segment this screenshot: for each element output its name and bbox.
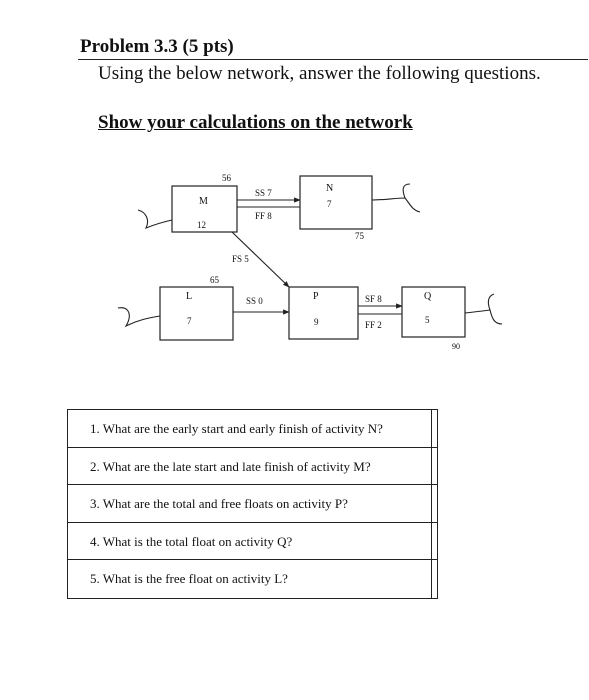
activity-l-duration: 7: [187, 316, 192, 326]
annotation-56: 56: [222, 173, 231, 183]
activity-box-l: [160, 287, 233, 340]
annotation-90: 90: [452, 342, 460, 351]
activity-n-name: N: [326, 183, 334, 194]
label-ff2: FF 2: [365, 320, 382, 330]
annotation-65: 65: [210, 275, 219, 285]
question-row: 1. What are the early start and early finish of activity N?: [68, 410, 438, 448]
activity-n-duration: 7: [327, 199, 332, 209]
label-sf8: SF 8: [365, 294, 382, 304]
activity-m-duration: 12: [197, 220, 206, 230]
problem-instruction: Show your calculations on the network: [98, 112, 413, 133]
annotation-75: 75: [355, 231, 364, 241]
problem-title: Problem 3.3 (5 pts): [80, 36, 234, 57]
activity-m-name: M: [199, 196, 208, 207]
question-row: 4. What is the total float on activity Q?: [68, 523, 438, 561]
question-row: 3. What are the total and free floats on activity P?: [68, 485, 438, 523]
activity-box-p: [289, 287, 358, 339]
end-squiggle-n: [372, 184, 420, 212]
label-ss0: SS 0: [246, 296, 263, 306]
problem-prompt: Using the below network, answer the following questions.: [98, 63, 541, 84]
activity-l-name: L: [186, 291, 193, 302]
label-ff8: FF 8: [255, 211, 272, 221]
start-squiggle-bottom: [118, 308, 160, 326]
label-ss7: SS 7: [255, 188, 272, 198]
activity-p-duration: 9: [314, 317, 319, 327]
activity-box-n: [300, 176, 372, 229]
activity-p-name: P: [313, 291, 319, 302]
questions-table: [67, 409, 438, 599]
question-row: 2. What are the late start and late finish of activity M?: [68, 448, 438, 486]
end-squiggle-q: [465, 294, 502, 324]
question-row: 5. What is the free float on activity L?: [68, 560, 438, 598]
activity-q-duration: 5: [425, 315, 430, 325]
start-squiggle-top: [138, 210, 172, 228]
activity-q-name: Q: [424, 291, 432, 302]
label-fs5: FS 5: [232, 254, 249, 264]
activity-box-q: [402, 287, 465, 337]
